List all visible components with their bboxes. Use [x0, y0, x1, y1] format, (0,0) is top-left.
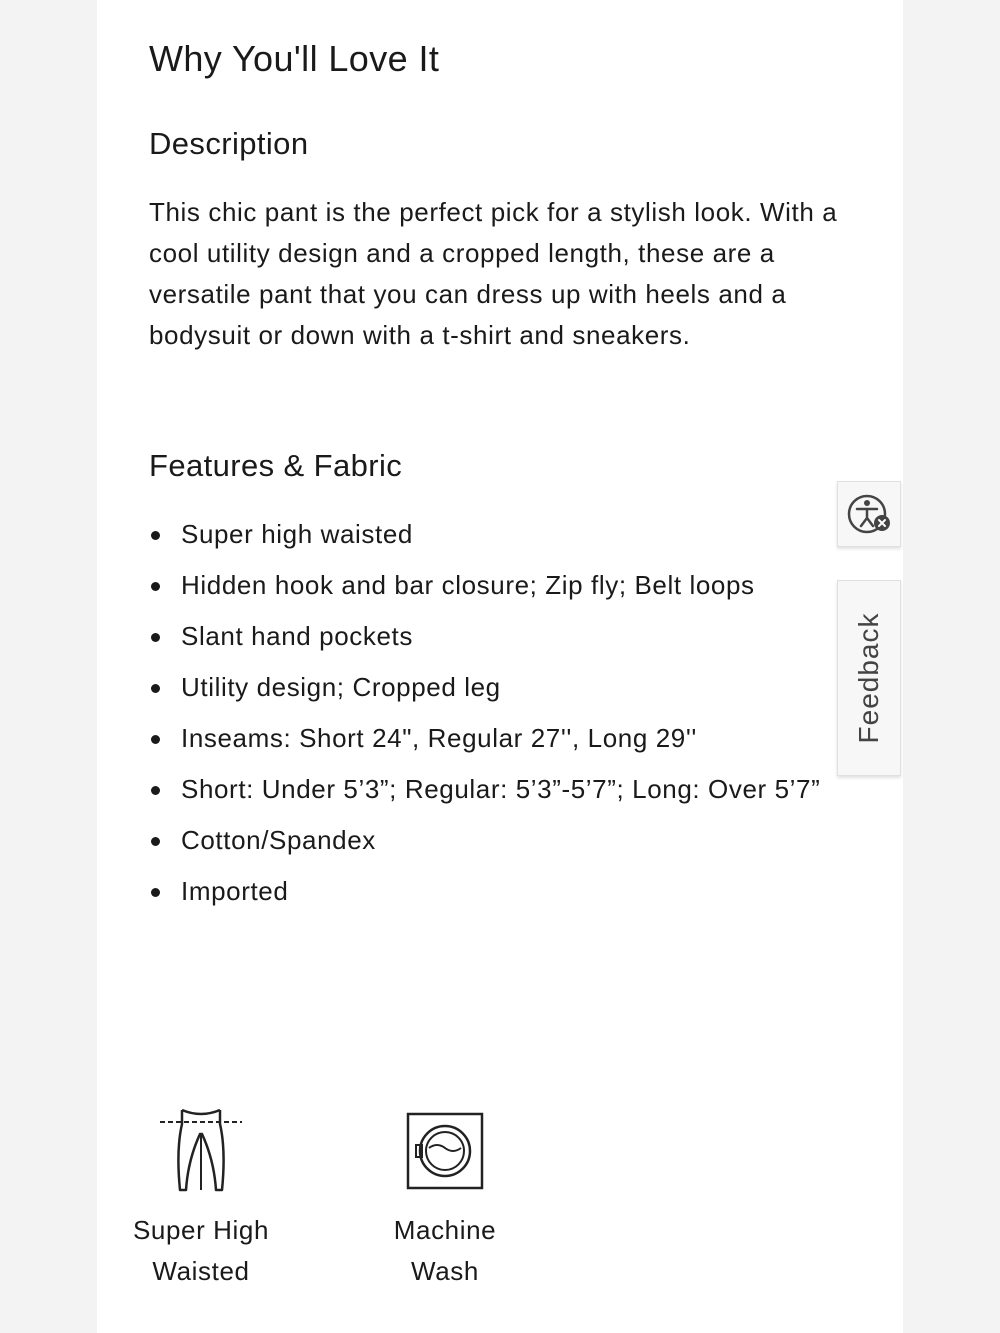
- product-details-panel: [97, 0, 903, 1333]
- list-item: Short: Under 5’3”; Regular: 5’3”-5’7”; Long: Over 5’7”: [149, 768, 859, 811]
- feedback-label: Feedback: [853, 612, 884, 744]
- section-title: Why You'll Love It: [149, 38, 440, 79]
- feature-tile-super-high-waisted: [101, 1100, 301, 1292]
- features-list: [149, 513, 859, 921]
- accessibility-icon: [845, 490, 893, 538]
- washing-machine-icon: [399, 1100, 491, 1192]
- list-item: Cotton/Spandex: [149, 819, 859, 862]
- description-text: This chic pant is the perfect pick for a stylish look. With a cool utility design and a cropped length, these are a versatile pant that you can dress up with heels and a bodysuit or down with a t-shirt and sneakers.: [149, 197, 838, 350]
- feature-tile-label: Machine Wash: [393, 1215, 497, 1286]
- list-item: Inseams: Short 24", Regular 27'', Long 29'': [149, 717, 859, 760]
- list-item: Slant hand pockets: [149, 615, 859, 658]
- list-item: Super high waisted: [149, 513, 859, 556]
- features-heading: Features & Fabric: [149, 448, 403, 483]
- feature-tile-label: Super High Waisted: [132, 1215, 270, 1286]
- high-waist-pants-icon: [156, 1100, 246, 1192]
- feedback-button[interactable]: [837, 580, 901, 776]
- feature-tile-machine-wash: [345, 1100, 545, 1292]
- list-item: Hidden hook and bar closure; Zip fly; Belt loops: [149, 564, 859, 607]
- accessibility-button[interactable]: [837, 481, 901, 547]
- list-item: Utility design; Cropped leg: [149, 666, 859, 709]
- list-item: Imported: [149, 870, 859, 913]
- description-heading: Description: [149, 126, 309, 161]
